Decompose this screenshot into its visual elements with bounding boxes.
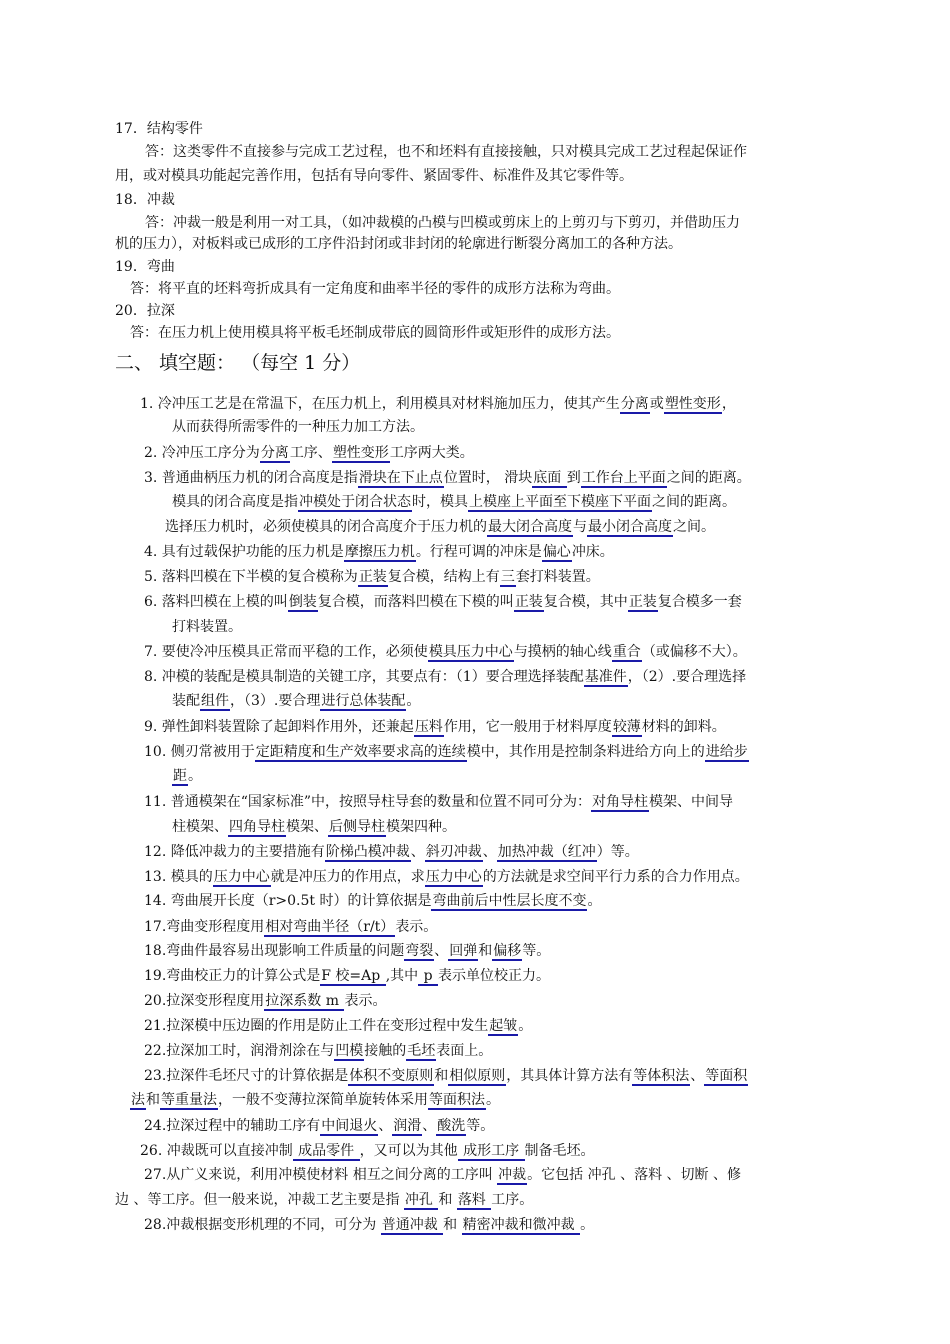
- text-segment: 或: [649, 396, 664, 412]
- answer-blank: 冲孔: [404, 1192, 438, 1208]
- answer-blank: 等面积: [705, 1068, 748, 1084]
- text-segment: 工序两大类。: [389, 445, 474, 461]
- text-segment: 、: [482, 844, 497, 860]
- text-segment: 制备毛坯。: [524, 1143, 595, 1159]
- answer-blank: 基准件: [584, 669, 627, 685]
- text-segment: 打料装置。: [172, 619, 242, 635]
- text-line: [144, 1216, 594, 1234]
- answer-blank: 对角导柱: [592, 794, 649, 810]
- answer-blank: p: [419, 968, 438, 984]
- answer-blank: 精密冲裁和微冲裁: [462, 1217, 580, 1233]
- text-segment: 复合模多一套: [657, 594, 742, 610]
- text-segment: 表示。: [344, 993, 387, 1009]
- text-line: [144, 543, 614, 561]
- text-line: [172, 818, 456, 836]
- text-line: [144, 568, 600, 586]
- text-segment: 。: [587, 893, 602, 909]
- text-segment: 柱模架、: [172, 819, 228, 835]
- answer-blank: 滑块在下止点: [358, 470, 443, 486]
- answer-blank: 偏移: [493, 943, 522, 959]
- text-segment: 到: [566, 470, 581, 486]
- text-line: [172, 692, 420, 710]
- text-segment: 、: [434, 943, 449, 959]
- text-segment: 5. 落料凹模在下半模的复合模称为: [144, 569, 358, 585]
- answer-blank: 润滑: [393, 1118, 422, 1134]
- answer-blank: 分离: [260, 445, 289, 461]
- text-segment: 机的压力），对板料或已成形的工序件沿封闭或非封闭的轮廓进行断裂分离加工的各种方法。: [115, 236, 682, 252]
- answer-blank: 工作台上平面: [581, 470, 666, 486]
- text-segment: 和: [146, 1092, 160, 1108]
- text-line: [115, 120, 203, 138]
- answer-blank: 普通冲裁: [381, 1217, 443, 1233]
- answer-blank: 毛坯: [407, 1043, 436, 1059]
- text-segment: 23.拉深件毛坯尺寸的计算依据是: [144, 1068, 349, 1084]
- text-segment: 时，模具: [412, 494, 468, 510]
- text-segment: 答：在压力机上使用模具将平板毛坯制成带底的圆筒形件或矩形件的成形方法。: [130, 325, 620, 341]
- answer-blank: 成形工序: [458, 1143, 524, 1159]
- text-segment: 19．弯曲: [115, 259, 175, 275]
- text-segment: 3. 普通曲柄压力机的闭合高度是指: [144, 470, 358, 486]
- answer-blank: 倒装: [288, 594, 317, 610]
- text-segment: 材料的卸料。: [641, 719, 726, 735]
- text-line: [145, 214, 740, 232]
- answer-blank: 距: [173, 768, 187, 784]
- text-line: [140, 1142, 595, 1160]
- answer-blank: 体积不变原则: [349, 1068, 434, 1084]
- text-segment: 13. 模具的: [144, 869, 213, 885]
- text-segment: 7. 要使冷冲压模具正常而平稳的工作，必须使: [144, 644, 428, 660]
- text-segment: 表面上。: [436, 1043, 493, 1059]
- text-segment: 24.拉深过程中的辅助工序有: [144, 1118, 321, 1134]
- text-line: [165, 518, 715, 536]
- answer-blank: 起皱: [489, 1018, 518, 1034]
- answer-blank: 拉深系数 m: [265, 993, 344, 1009]
- text-line: [145, 143, 747, 161]
- text-line: [140, 395, 736, 413]
- text-segment: 答：这类零件不直接参与完成工艺过程，也不和坯料有直接接触，只对模具完成工艺过程起保证作: [145, 144, 747, 160]
- answer-blank: 成品零件: [293, 1143, 359, 1159]
- text-segment: 。: [406, 693, 421, 709]
- text-segment: 复合模，结构上有: [387, 569, 500, 585]
- text-segment: 。: [188, 768, 202, 784]
- answer-blank: 塑性变形: [332, 445, 389, 461]
- text-segment: 模具的闭合高度是指: [172, 494, 298, 510]
- answer-blank: 模具压力中心: [428, 644, 513, 660]
- text-segment: 和: [478, 943, 493, 959]
- text-segment: 就是冲压力的作用点，求: [270, 869, 425, 885]
- text-segment: 和: [438, 1192, 457, 1208]
- answer-blank: 分离: [620, 396, 649, 412]
- text-segment: 位置时， 滑块: [443, 470, 533, 486]
- answer-blank: 落料: [457, 1192, 491, 1208]
- text-segment: ，（3）.要合理: [230, 693, 321, 709]
- text-segment: 选择压力机时，必须使模具的闭合高度介于压力机的: [165, 519, 487, 535]
- text-line: [130, 1091, 500, 1109]
- text-segment: 17．结构零件: [115, 121, 203, 137]
- text-segment: 4. 具有过载保护功能的压力机是: [144, 544, 344, 560]
- answer-blank: 进给步: [705, 744, 748, 760]
- text-segment: 8. 冲模的装配是模具制造的关键工序，其要点有：（1）要合理选择装配: [144, 669, 584, 685]
- text-segment: 28.冲裁根据变形机理的不同，可分为: [144, 1217, 381, 1233]
- answer-blank: 等体积法: [633, 1068, 690, 1084]
- text-line: [144, 469, 751, 487]
- text-line: [172, 418, 424, 436]
- text-segment: ，: [721, 396, 736, 412]
- text-line: [144, 444, 474, 462]
- text-line: [115, 235, 682, 253]
- answer-blank: 最大闭合高度: [488, 519, 572, 535]
- text-segment: ，又可以为其他: [359, 1143, 458, 1159]
- text-segment: 10. 侧刃常被用于: [144, 744, 255, 760]
- text-segment: 、: [422, 1118, 437, 1134]
- text-segment: 答：冲裁一般是利用一对工具，（如冲裁模的凸模与凹模或剪床上的上剪刃与下剪刃，并借助压力: [145, 215, 740, 231]
- text-segment: 。行程可调的冲床是: [415, 544, 542, 560]
- text-segment: 和: [443, 1217, 462, 1233]
- text-line: [130, 280, 620, 298]
- text-segment: 冲床。: [571, 544, 614, 560]
- text-segment: 模中，其作用是控制条料进给方向上的: [466, 744, 705, 760]
- text-segment: 之间的距离。: [666, 470, 751, 486]
- answer-blank: 正装: [628, 594, 657, 610]
- text-segment: 套打料装置。: [515, 569, 600, 585]
- text-segment: 二、 填空题： （每空 1 分）: [115, 352, 361, 374]
- answer-blank: 斜刃冲裁: [425, 844, 482, 860]
- answer-blank: 弯曲前后中性层长度不变: [432, 893, 587, 909]
- text-line: [144, 868, 749, 886]
- text-segment: 2. 冷冲压工序分为: [144, 445, 260, 461]
- answer-blank: 等重量法: [161, 1092, 217, 1108]
- text-segment: 用，或对模具功能起完善作用，包括有导向零件、紧固零件、标准件及其它零件等。: [115, 168, 633, 184]
- text-segment: 12. 降低冲裁力的主要措施有: [144, 844, 325, 860]
- answer-blank: 加热冲裁（红冲: [497, 844, 596, 860]
- answer-blank: 后侧导柱: [329, 819, 385, 835]
- answer-blank: 偏心: [542, 544, 571, 560]
- text-segment: 27.从广义来说，利用冲模使材料 相互之间分离的工序叫: [144, 1167, 498, 1183]
- text-line: [115, 302, 175, 320]
- answer-blank: 压力中心: [213, 869, 270, 885]
- text-segment: 。: [580, 1217, 595, 1233]
- text-segment: 边 、等工序。但一般来说，冲裁工艺主要是指: [115, 1192, 404, 1208]
- text-segment: 模架、: [286, 819, 328, 835]
- text-segment: 的方法就是求空间平行力系的合力作用点。: [482, 869, 749, 885]
- text-line: [115, 191, 175, 209]
- answer-blank: 正装: [358, 569, 387, 585]
- answer-blank: 弯裂: [405, 943, 434, 959]
- text-segment: 复合模，而落料凹模在下模的叫: [317, 594, 514, 610]
- answer-blank: 冲模处于闭合状态: [299, 494, 411, 510]
- answer-blank: 最小闭合高度: [588, 519, 672, 535]
- answer-blank: 中间退火: [321, 1118, 378, 1134]
- text-segment: 14. 弯曲展开长度（r>0.5t 时）的计算依据是: [144, 893, 432, 909]
- text-segment: 6. 落料凹模在上模的叫: [144, 594, 288, 610]
- text-segment: ）等。: [596, 844, 639, 860]
- text-line: [144, 892, 601, 910]
- text-line: [144, 793, 733, 811]
- text-line: [172, 767, 202, 785]
- text-segment: 与: [573, 519, 587, 535]
- text-segment: 18．冲裁: [115, 192, 175, 208]
- text-segment: 。它包括 冲孔 、落料 、切断 、修: [527, 1167, 741, 1183]
- answer-blank: 重合: [612, 644, 641, 660]
- text-line: [115, 258, 175, 276]
- text-line: [144, 593, 742, 611]
- text-segment: 、: [410, 844, 425, 860]
- text-line: [144, 918, 437, 936]
- text-segment: 和: [434, 1068, 449, 1084]
- answer-blank: 等面积法: [429, 1092, 485, 1108]
- answer-blank: 三: [500, 569, 515, 585]
- text-segment: 工序。: [491, 1192, 534, 1208]
- text-segment: 1. 冷冲压工艺是在常温下，在压力机上，利用模具对材料施加压力，使其产生: [140, 396, 620, 412]
- text-segment: 20．拉深: [115, 303, 175, 319]
- answer-blank: 塑性变形: [664, 396, 721, 412]
- text-line: [144, 1166, 741, 1184]
- text-segment: 模架四种。: [386, 819, 456, 835]
- answer-blank: 进行总体装配: [321, 693, 406, 709]
- text-segment: 。: [518, 1018, 533, 1034]
- text-segment: 之间的距离。: [652, 494, 736, 510]
- text-segment: 之间。: [673, 519, 715, 535]
- text-segment: （或偏移不大）。: [641, 644, 747, 660]
- text-line: [115, 1191, 533, 1209]
- text-segment: 从而获得所需零件的一种压力加工方法。: [172, 419, 424, 435]
- answer-blank: 底面: [533, 470, 566, 486]
- text-line: [144, 942, 550, 960]
- answer-blank: 压料: [414, 719, 443, 735]
- text-line: [144, 992, 386, 1010]
- text-segment: ，其具体计算方法有: [506, 1068, 633, 1084]
- answer-blank: 法: [131, 1092, 145, 1108]
- text-line: [144, 1067, 748, 1085]
- text-line: [144, 843, 639, 861]
- answer-blank: F 校=Ap: [321, 968, 385, 984]
- text-line: [130, 324, 620, 342]
- text-segment: 21.拉深模中压边圈的作用是防止工件在变形过程中发生: [144, 1018, 489, 1034]
- text-segment: 。: [486, 1092, 500, 1108]
- answer-blank: 相似原则: [449, 1068, 506, 1084]
- answer-blank: 组件: [201, 693, 229, 709]
- answer-blank: 凹模: [335, 1043, 364, 1059]
- answer-blank: 压力中心: [425, 869, 482, 885]
- text-segment: 9. 弹性卸料装置除了起卸料作用外，还兼起: [144, 719, 414, 735]
- text-segment: 等。: [522, 943, 551, 959]
- answer-blank: 上模座上平面至下模座下平面: [469, 494, 651, 510]
- text-line: [144, 967, 550, 985]
- text-line: [144, 1117, 494, 1135]
- section-heading: [115, 351, 360, 375]
- text-line: [144, 668, 746, 686]
- text-segment: ，（2）.要合理选择: [627, 669, 747, 685]
- text-segment: 工序、: [289, 445, 332, 461]
- text-segment: 接触的: [364, 1043, 407, 1059]
- answer-blank: 摩擦压力机: [344, 544, 415, 560]
- text-line: [172, 493, 736, 511]
- text-segment: 表示。: [395, 919, 438, 935]
- text-segment: 18.弯曲件最容易出现影响工件质量的问题: [144, 943, 405, 959]
- text-segment: 模架、中间导: [649, 794, 734, 810]
- answer-blank: 相对弯曲半径（r/t）: [265, 919, 395, 935]
- text-segment: 26. 冲裁既可以直接冲制: [140, 1143, 293, 1159]
- text-line: [172, 618, 242, 636]
- text-segment: ,其中: [385, 968, 419, 984]
- answer-blank: 阶梯凸模冲裁: [325, 844, 410, 860]
- text-segment: 复合模，其中: [543, 594, 628, 610]
- text-segment: 作用，它一般用于材料厚度: [443, 719, 612, 735]
- text-line: [144, 718, 726, 736]
- text-segment: 22.拉深加工时，润滑剂涂在与: [144, 1043, 335, 1059]
- answer-blank: 酸洗: [437, 1118, 466, 1134]
- text-segment: 装配: [172, 693, 200, 709]
- text-segment: 11. 普通模架在“国家标准”中，按照导柱导套的数量和位置不同可分为：: [144, 794, 592, 810]
- answer-blank: 回弹: [449, 943, 478, 959]
- text-segment: 等。: [466, 1118, 495, 1134]
- answer-blank: 四角导柱: [229, 819, 285, 835]
- text-segment: 17.弯曲变形程度用: [144, 919, 265, 935]
- text-line: [144, 1017, 532, 1035]
- text-segment: 答：将平直的坯料弯折成具有一定角度和曲率半径的零件的成形方法称为弯曲。: [130, 281, 620, 297]
- text-segment: 、: [690, 1068, 705, 1084]
- text-segment: ，一般不变薄拉深简单旋转体采用: [218, 1092, 428, 1108]
- text-line: [144, 743, 749, 761]
- text-segment: 20.拉深变形程度用: [144, 993, 265, 1009]
- text-segment: 表示单位校正力。: [438, 968, 551, 984]
- text-segment: 与摸柄的轴心线: [513, 644, 612, 660]
- text-line: [144, 643, 747, 661]
- answer-blank: 冲裁: [498, 1167, 527, 1183]
- text-line: [144, 1042, 492, 1060]
- text-segment: 、: [378, 1118, 393, 1134]
- answer-blank: 正装: [514, 594, 543, 610]
- answer-blank: 较薄: [612, 719, 641, 735]
- text-segment: 19.弯曲校正力的计算公式是: [144, 968, 321, 984]
- answer-blank: 定距精度和生产效率要求高的连续: [255, 744, 466, 760]
- text-line: [115, 167, 633, 185]
